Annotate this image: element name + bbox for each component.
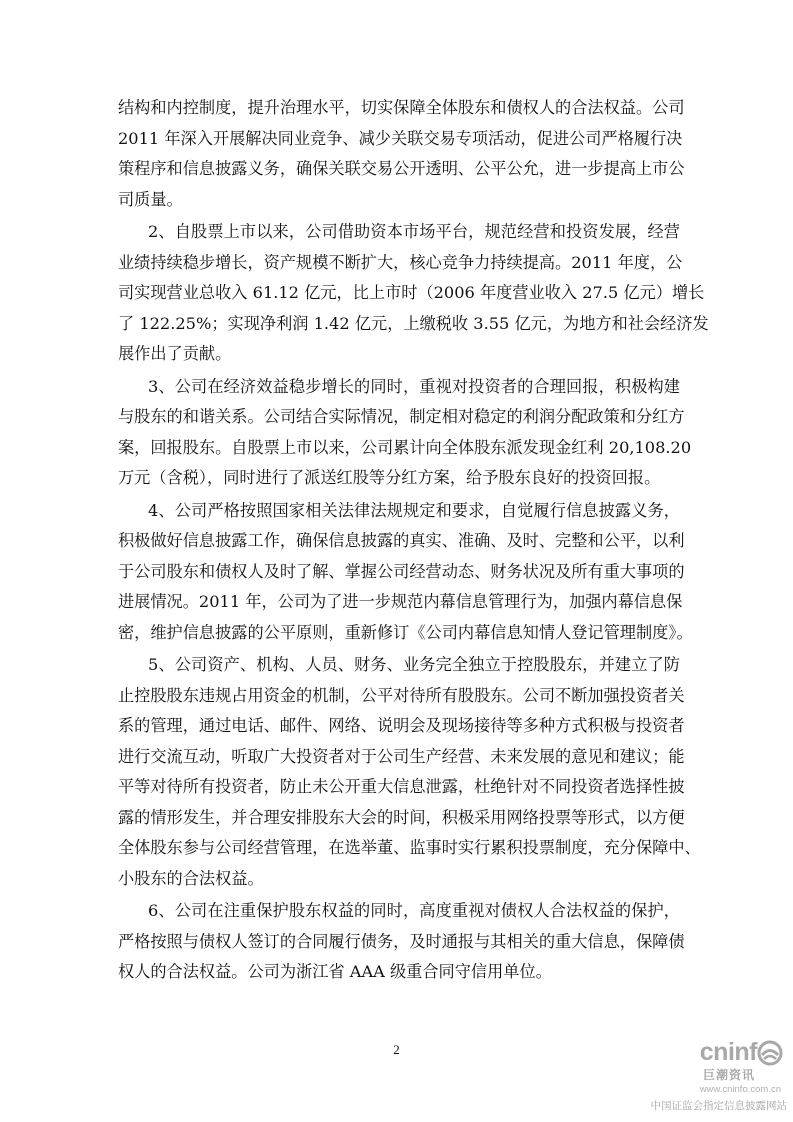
document-body	[118, 93, 709, 990]
text-line: 了 122.25%；实现净利润 1.42 亿元，上缴税收 3.55 亿元，为地方和社会经济发	[118, 313, 709, 333]
text-line: 平等对待所有投资者，防止未公开重大信息泄露，杜绝针对不同投资者选择性披	[118, 777, 685, 796]
text-line: 策程序和信息披露义务，确保关联交易公开透明、公平公允，进一步提高上市公	[118, 159, 685, 178]
watermark-brand: cninf	[699, 1038, 757, 1066]
page-number: 2	[393, 1042, 400, 1057]
text-line: 止控股股东违规占用资金的机制，公平对待所有股股东。公司不断加强投资者关	[118, 685, 685, 705]
text-line: 权人的合法权益。公司为浙江省 AAA 级重合同守信用单位。	[118, 962, 552, 981]
cninfo-logo-icon	[757, 1040, 783, 1066]
text-line: 进展情况。2011 年，公司为了进一步规范内幕信息管理行为，加强内幕信息保	[118, 592, 683, 611]
paragraph-4	[118, 496, 693, 649]
text-line: 万元（含税），同时进行了派送红股等分红方案，给予股东良好的投资回报。	[118, 468, 661, 487]
watermark-url: www.cninfo.com.cn	[699, 1084, 781, 1095]
text-line: 小股东的合法权益。	[118, 868, 264, 888]
paragraph-3	[118, 372, 692, 494]
watermark-brand-cn: 巨潮资讯	[702, 1068, 755, 1082]
watermark-org: 中国证监会指定信息披露网站	[650, 1100, 787, 1112]
text-line: 积极做好信息披露工作，确保信息披露的真实、准确、及时、完整和公平，以利	[118, 531, 685, 550]
paragraph-5	[118, 650, 701, 894]
paragraph-6	[118, 896, 685, 988]
text-line: 严格按照与债权人签订的合同履行债务，及时通报与其相关的重大信息，保障债	[118, 931, 685, 951]
text-line: 进行交流互动，听取广大投资者对于公司生产经营、未来发展的意见和建议；能	[118, 746, 685, 766]
text-line: 3、公司在经济效益稳步增长的同时，重视对投资者的合理回报，积极构建	[148, 376, 680, 396]
text-line: 于公司股东和债权人及时了解、掌握公司经营动态、财务状况及所有重大事项的	[118, 561, 685, 581]
paragraph-1	[118, 93, 685, 215]
text-line: 与股东的和谐关系。公司结合实际情况，制定相对稳定的利润分配政策和分红方	[118, 407, 685, 426]
paragraph-2	[118, 217, 709, 370]
text-line: 2、自股票上市以来，公司借助资本市场平台，规范经营和投资发展，经营	[148, 222, 680, 241]
text-line: 密，维护信息披露的公平原则，重新修订《公司内幕信息知情人登记管理制度》。	[118, 622, 693, 642]
text-line: 系的管理，通过电话、邮件、网络、说明会及现场接待等多种方式积极与投资者	[118, 716, 685, 735]
text-line: 业绩持续稳步增长，资产规模不断扩大，核心竞争力持续提高。2011 年度，公	[118, 252, 683, 272]
text-line: 案，回报股东。自股票上市以来，公司累计向全体股东派发现金红利 20,108.20	[118, 437, 692, 457]
text-line: 5、公司资产、机构、人员、财务、业务完全独立于控股股东，并建立了防	[148, 655, 680, 674]
text-line: 2011 年深入开展解决同业竞争、减少关联交易专项活动，促进公司严格履行决	[118, 128, 683, 148]
text-line: 6、公司在注重保护股东权益的同时，高度重视对债权人合法权益的保护，	[148, 901, 680, 920]
cninfo-watermark	[637, 1036, 787, 1116]
text-line: 全体股东参与公司经营管理，在选举董、监事时实行累积投票制度，充分保障中、	[118, 838, 701, 857]
text-line: 展作出了贡献。	[118, 344, 232, 363]
text-line: 司实现营业总收入 61.12 亿元，比上市时（2006 年度营业收入 27.5 亿元）增长	[118, 283, 705, 302]
text-line: 4、公司严格按照国家相关法律法规规定和要求，自觉履行信息披露义务，	[148, 500, 680, 520]
text-line: 司质量。	[118, 189, 183, 209]
text-line: 露的情形发生，并合理安排股东大会的时间，积极采用网络投票等形式，以方便	[118, 807, 685, 827]
text-line: 结构和内控制度，提升治理水平，切实保障全体股东和债权人的合法权益。公司	[118, 98, 685, 117]
